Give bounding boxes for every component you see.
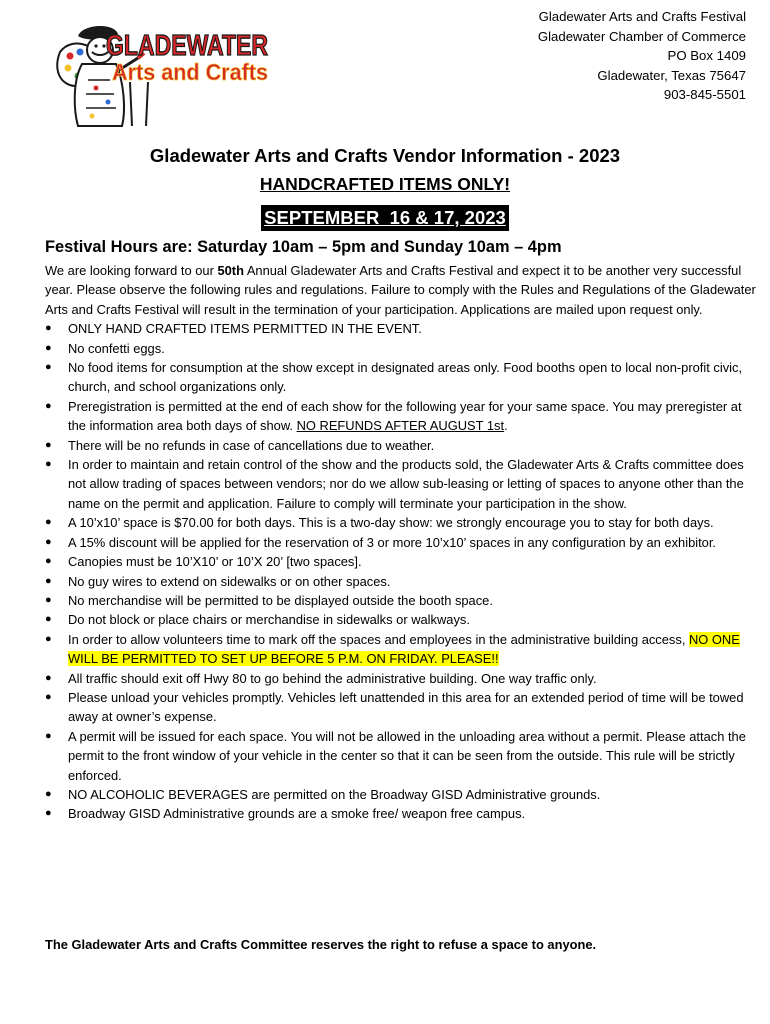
bullet-icon: ● [45, 729, 52, 742]
setup-time-notice: NO ONE WILL BE PERMITTED TO SET UP BEFORE 5 P.M. ON FRIDAY. PLEASE!! [68, 631, 740, 667]
rule-item [45, 610, 761, 629]
address-line: Gladewater Chamber of Commerce [537, 28, 746, 44]
address-line: Gladewater Arts and Crafts Festival [538, 9, 746, 24]
rule-item [45, 533, 761, 552]
rule-item [45, 455, 761, 513]
intro-text: We are looking forward to our [45, 263, 218, 278]
bullet-icon: ● [45, 690, 52, 703]
document-body [45, 261, 761, 824]
bullet-icon: ● [45, 593, 52, 606]
bullet-icon: ● [45, 787, 52, 800]
rule-text-tail: . [504, 418, 508, 434]
rule-text: In order to allow volunteers time to mark off the spaces and employees in the administrative building access, [68, 631, 689, 647]
festival-logo [52, 22, 284, 130]
bullet-icon: ● [45, 555, 52, 568]
rule-item [45, 397, 761, 436]
address-line: Gladewater, Texas 75647 [597, 67, 746, 83]
bullet-icon: ● [45, 361, 52, 374]
bullet-icon: ● [45, 458, 52, 471]
rule-text: Please unload your vehicles promptly. Vehicles left unattended in this area for an extended period of time will be towed away at owner’s expense. [68, 689, 744, 725]
bullet-icon: ● [45, 438, 52, 451]
rule-text: All traffic should exit off Hwy 80 to go behind the administrative building. One way traffic only. [68, 670, 597, 686]
page-title: Gladewater Arts and Crafts Vendor Information - 2023 [149, 145, 621, 166]
logo-line-1: GLADEWATER [106, 30, 269, 62]
rule-text: Broadway GISD Administrative grounds are a smoke free/ weapon free campus. [68, 806, 526, 822]
rule-item [45, 630, 761, 669]
event-dates: SEPTEMBER 16 & 17, 2023 [261, 205, 509, 231]
intro-paragraph [45, 261, 761, 319]
bullet-icon: ● [45, 322, 52, 335]
rule-item [45, 436, 761, 455]
rule-item [45, 339, 761, 358]
rule-item [45, 358, 761, 397]
bullet-icon: ● [45, 516, 52, 529]
rule-text: Do not block or place chairs or merchandise in sidewalks or walkways. [68, 612, 470, 628]
bullet-icon: ● [45, 535, 52, 548]
bullet-icon: ● [45, 807, 52, 820]
rule-text: No guy wires to extend on sidewalks or on other spaces. [68, 573, 391, 589]
bullet-icon: ● [45, 632, 52, 645]
address-line: PO Box 1409 [667, 48, 746, 63]
logo-wordmark [52, 22, 284, 130]
rule-text: A permit will be issued for each space. You will not be allowed in the unloading area without a permit. Please attach the permit to the front window of your vehicle in the center so that it can be seen from the outside. This rule will be strictly enforced. [68, 728, 746, 783]
rule-text: No merchandise will be permitted to be displayed outside the booth space. [68, 592, 493, 608]
rule-item [45, 688, 761, 727]
rule-text: A 10’x10’ space is $70.00 for both days. This is a two-day show: we strongly encourage you to stay for both days. [68, 515, 714, 531]
intro-text: Annual Gladewater Arts and Crafts Festival and expect it to be another very successful year. Please observe the following rules and regulations. Failure to comply with the Rules and Regulations of the Gladewater Arts and Crafts Festival will result in the termination of your participation. Applications are mailed upon request only. [45, 263, 756, 317]
intro-bold: 50th [217, 263, 244, 278]
page-subtitle [0, 173, 770, 195]
event-dates-banner [0, 205, 770, 231]
logo-line-2: Arts and Crafts [112, 59, 268, 85]
bullet-icon: ● [45, 613, 52, 626]
rule-item [45, 804, 761, 823]
rule-item [45, 572, 761, 591]
bullet-icon: ● [45, 574, 52, 587]
rule-item [45, 319, 761, 338]
bullet-icon: ● [45, 341, 52, 354]
bullet-icon: ● [45, 671, 52, 684]
rule-text: No food items for consumption at the show except in designated areas only. Food booths open to local non-profit civic, church, and school organizations only. [68, 360, 743, 395]
subtitle-text: HANDCRAFTED ITEMS ONLY! [259, 174, 511, 194]
rule-text: Canopies must be 10’X10’ or 10’X 20’ [two spaces]. [68, 554, 362, 570]
rule-text: A 15% discount will be applied for the reservation of 3 or more 10’x10’ spaces in any configuration by an exhibitor. [68, 534, 717, 550]
rule-text: In order to maintain and retain control of the show and the products sold, the Gladewater Arts & Crafts committee does not allow trading of spaces between vendors; nor do we allow sub-leasing or letting of spaces to anyone other than the name on the permit and application. Failure to comply will terminate your participation in the show. [68, 457, 744, 511]
rule-text: Preregistration is permitted at the end of each show for the following year for your same space. You may preregister at the information area both days of show. [68, 398, 742, 434]
no-refunds-notice: NO REFUNDS AFTER AUGUST 1st [296, 418, 505, 434]
rule-item [45, 513, 761, 532]
rule-item [45, 552, 761, 571]
festival-hours: Festival Hours are: Saturday 10am – 5pm and Sunday 10am – 4pm [45, 238, 562, 256]
rule-text: NO ALCOHOLIC BEVERAGES are permitted on the Broadway GISD Administrative grounds. [68, 786, 601, 802]
rule-text: No confetti eggs. [68, 340, 165, 356]
address-phone: 903-845-5501 [663, 87, 746, 102]
committee-disclaimer: The Gladewater Arts and Crafts Committee reserves the right to refuse a space to anyone. [45, 937, 597, 952]
rule-item [45, 785, 761, 804]
rule-item [45, 727, 761, 785]
bullet-icon: ● [45, 399, 52, 412]
rule-text: ONLY HAND CRAFTED ITEMS PERMITTED IN THE EVENT. [68, 321, 422, 337]
rule-text: There will be no refunds in case of cancellations due to weather. [68, 437, 435, 453]
rules-list [45, 319, 761, 824]
contact-address [538, 7, 746, 105]
rule-item [45, 591, 761, 610]
rule-item [45, 669, 761, 688]
